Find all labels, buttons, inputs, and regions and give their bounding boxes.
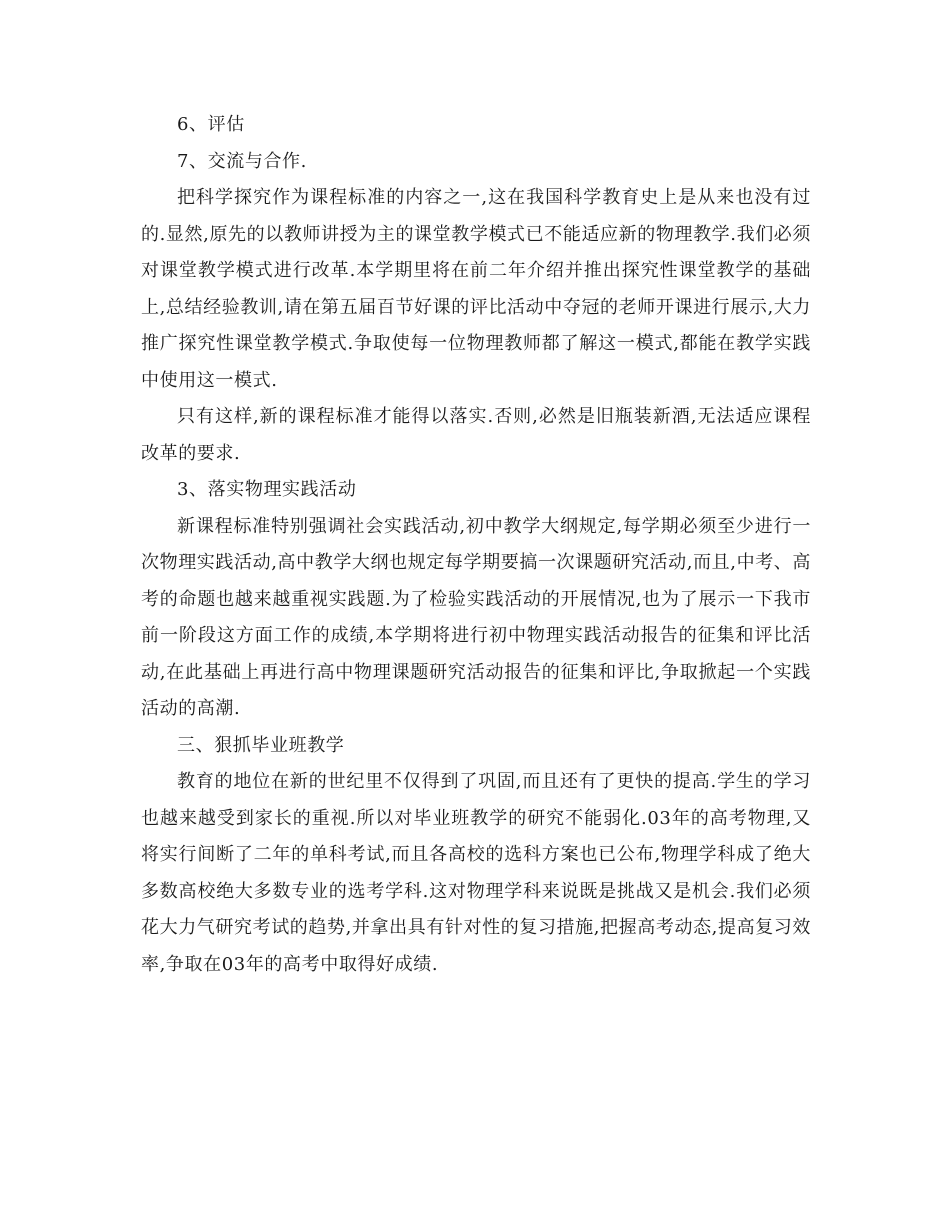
paragraph-curriculum-reform: 只有这样,新的课程标准才能得以落实.否则,必然是旧瓶装新酒,无法适应课程改革的要求. [141, 406, 811, 464]
paragraph-communication-cooperation: 7、交流与合作. [177, 150, 307, 172]
section-heading-graduating-class: 三、狠抓毕业班教学 [177, 734, 345, 756]
paragraph-evaluation: 6、评估 [177, 114, 245, 135]
paragraph-practice-activities: 新课程标准特别强调社会实践活动,初中教学大纲规定,每学期必须至少进行一次物理实践活动,高中教学大纲也规定每学期要搞一次课题研究活动,而且,中考、高考的命题也越来越重视实践题.为了检验实践活动的开展情况,也为了展示一下我市前一阶段这方面工作的成绩,本学期将进行初中物理实践活动报告的征集和评比活动,在此基础上再进行高中物理课题研究活动报告的征集和评比,争取掀起一个实践活动的高潮. [141, 515, 811, 719]
document-body [141, 107, 811, 983]
section-heading-practice-activities: 3、落实物理实践活动 [177, 479, 357, 500]
paragraph-graduating-class: 教育的地位在新的世纪里不仅得到了巩固,而且还有了更快的提高.学生的学习也越来越受到家长的重视.所以对毕业班教学的研究不能弱化.03年的高考物理,又将实行间断了二年的单科考试,而且各高校的选科方案也已公布,物理学科成了绝大多数高校绝大多数专业的选考学科.这对物理学科来说既是挑战又是机会.我们必须花大力气研究考试的趋势,并拿出具有针对性的复习措施,把握高考动态,提高复习效率,争取在03年的高考中取得好成绩. [141, 771, 811, 975]
paragraph-scientific-inquiry: 把科学探究作为课程标准的内容之一,这在我国科学教育史上是从来也没有过的.显然,原先的以教师讲授为主的课堂教学模式已不能适应新的物理教学.我们必须对课堂教学模式进行改革.本学期里将在前二年介绍并推出探究性课堂教学的基础上,总结经验教训,请在第五届百节好课的评比活动中夺冠的老师开课进行展示,大力推广探究性课堂教学模式.争取使每一位物理教师都了解这一模式,都能在教学实践中使用这一模式. [141, 187, 811, 391]
